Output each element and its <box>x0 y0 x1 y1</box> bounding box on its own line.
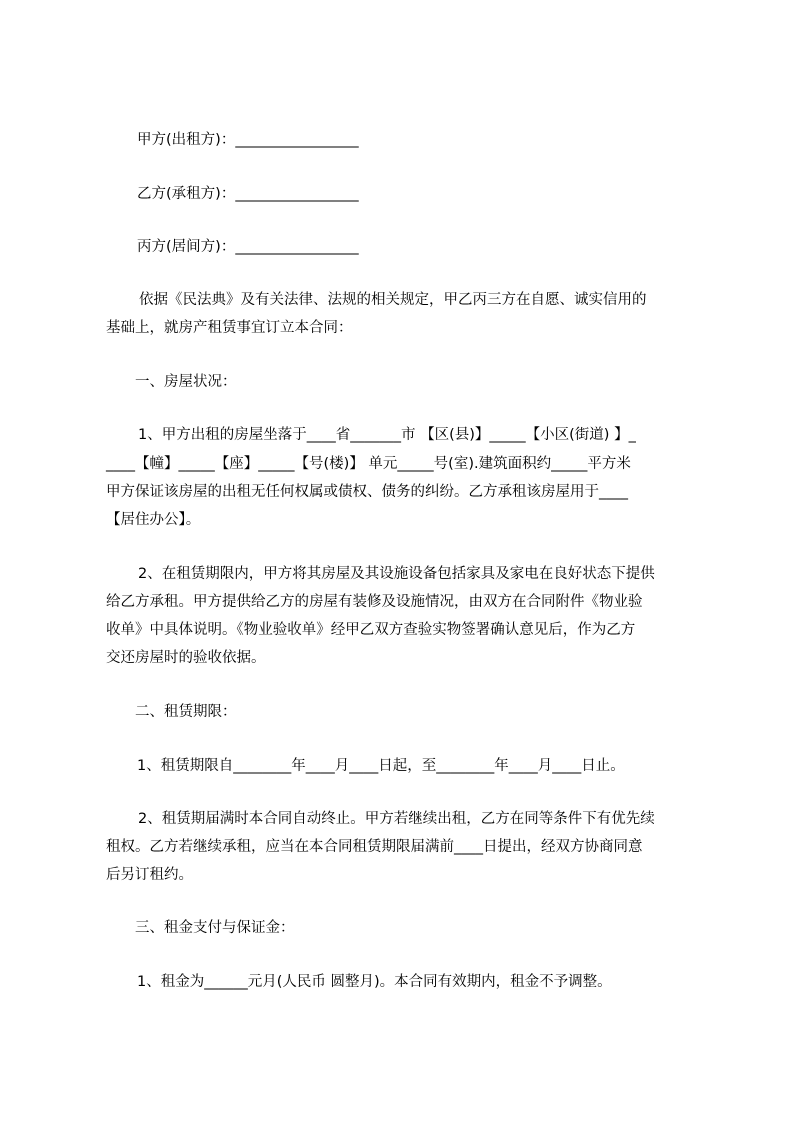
section-1-heading: 一、房屋状况： <box>135 374 237 390</box>
clause-2-2-line-1: 2、租赁期届满时本合同自动终止。甲方若继续出租，乙方在同等条件下有优先续 <box>138 811 655 827</box>
clause-2-2-line-2: 租权。乙方若继续承租，应当在本合同租赁期限届满前____日提出，经双方协商同意 <box>106 839 643 855</box>
clause-3-1-line-1: 1、租金为______元月(人民币 圆整月)。本合同有效期内，租金不予调整。 <box>137 974 612 990</box>
party-a-line: 甲方(出租方)：_________________ <box>137 132 359 148</box>
clause-1-1-line-2: ____【幢】_____【座】_____【号(楼)】 单元_____号(室).建筑面积约_____平方米 <box>106 456 631 472</box>
clause-1-2-line-3: 收单》中具体说明。《物业验收单》经甲乙双方查验实物签署确认意见后，作为乙方 <box>106 622 636 638</box>
clause-2-2-line-3: 后另订租约。 <box>106 867 193 883</box>
clause-1-1-line-4: 【居住办公】。 <box>106 512 201 528</box>
clause-1-1-line-1: 1、甲方出租的房屋坐落于____省_______市 【区(县)】_____【小区(街道) 】_ <box>138 427 636 443</box>
party-b-line: 乙方(承租方)：_________________ <box>137 186 359 202</box>
section-2-heading: 二、租赁期限： <box>135 704 237 720</box>
clause-1-2-line-1: 2、在租赁期限内，甲方将其房屋及其设施设备包括家具及家电在良好状态下提供 <box>138 566 655 582</box>
preamble-line-2: 基础上，就房产租赁事宜订立本合同： <box>106 320 353 336</box>
clause-1-2-line-4: 交还房屋时的验收依据。 <box>106 650 266 666</box>
clause-2-1-line-1: 1、租赁期限自________年____月____日起，至________年____月____日止。 <box>137 758 625 774</box>
clause-1-1-line-3: 甲方保证该房屋的出租无任何权属或债权、债务的纠纷。乙方承租该房屋用于____ <box>106 484 628 500</box>
preamble-line-1: 依据《民法典》及有关法律、法规的相关规定，甲乙丙三方在自愿、诚实信用的 <box>139 292 647 308</box>
party-c-line: 丙方(居间方)：_________________ <box>137 239 359 255</box>
section-3-heading: 三、租金支付与保证金： <box>135 920 295 936</box>
clause-1-2-line-2: 给乙方承租。甲方提供给乙方的房屋有装修及设施情况，由双方在合同附件《物业验 <box>106 594 643 610</box>
